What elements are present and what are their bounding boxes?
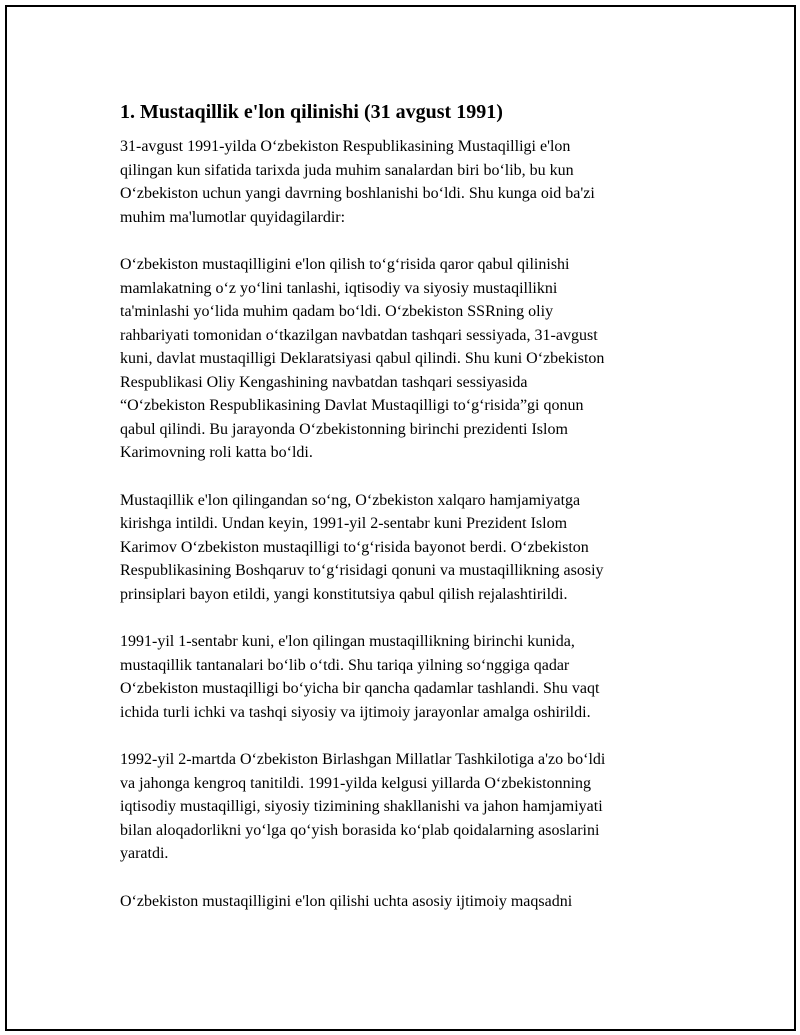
paragraph-international: Mustaqillik e'lon qilingandan so‘ng, O‘zbekiston xalqaro hamjamiyatga kirishga intildi. Undan keyin, 1991-yil 2-sentabr kuni Prezident Islom Karimov O‘zbekiston mustaqilligi to‘g‘risida bayonot berdi. O‘zbekiston Respublikasining Boshqaruv to‘g‘risidagi qonuni va mustaqillikning asosiy prinsiplari bayon etildi, yangi konstitutsiya qabul qilish rejalashtirildi. [120,491,604,603]
paragraph-celebrations: 1991-yil 1-sentabr kuni, e'lon qilingan mustaqillikning birinchi kunida, mustaqillik tantanalari bo‘lib o‘tdi. Shu tariqa yilning so‘nggiga qadar O‘zbekiston mustaqilligi bo‘yicha bir qancha qadamlar tashlandi. Shu vaqt ichida turli ichki va tashqi siyosiy va ijtimoiy jarayonlar amalga oshirildi. [120,633,600,721]
section-heading: 1. Mustaqillik e'lon qilinishi (31 avgust 1991) [120,101,503,123]
paragraph-goals: O‘zbekiston mustaqilligini e'lon qilishi uchta asosiy ijtimoiy maqsadni [120,892,573,910]
paragraph-intro: 31-avgust 1991-yilda O‘zbekiston Respublikasining Mustaqilligi e'lon qilingan kun sifatida tarixda juda muhim sanalardan biri bo‘lib, bu kun O‘zbekiston uchun yangi davrning boshlanishi bo‘ldi. Shu kunga oid ba'zi muhim ma'lumotlar quyidagilardir: [120,138,595,226]
paragraph-un-membership: 1992-yil 2-martda O‘zbekiston Birlashgan Millatlar Tashkilotiga a'zo bo‘ldi va jahonga kengroq tanitildi. 1991-yilda kelgusi yillarda O‘zbekistonning iqtisodiy mustaqilligi, siyosiy tizimining shakllanishi va jahon hamjamiyati bilan aloqadorlikni yo‘lga qo‘yish borasida ko‘plab qoidalarning asoslarini yaratdi. [120,751,606,862]
paragraph-declaration: O‘zbekiston mustaqilligini e'lon qilish to‘g‘risida qaror qabul qilinishi mamlakatning o‘z yo‘lini tanlashi, iqtisodiy va siyosiy mustaqillikni ta'minlashi yo‘lida muhim qadam bo‘ldi. O‘zbekiston SSRning oliy rahbariyati tomonidan o‘tkazilgan navbatdan tashqari sessiyada, 31-avgust kuni, davlat mustaqilligi Deklaratsiyasi qabul qilindi. Shu kuni O‘zbekiston Respublikasi Oliy Kengashining navbatdan tashqari sessiyasida “O‘zbekiston Respublikasining Davlat Mustaqilligi to‘g‘risida”gi qonun qabul qilindi. Bu jarayonda O‘zbekistonning birinchi prezidenti Islom Karimovning roli katta bo‘ldi. [120,256,605,461]
page-frame [5,5,796,1031]
document-body [120,99,700,937]
